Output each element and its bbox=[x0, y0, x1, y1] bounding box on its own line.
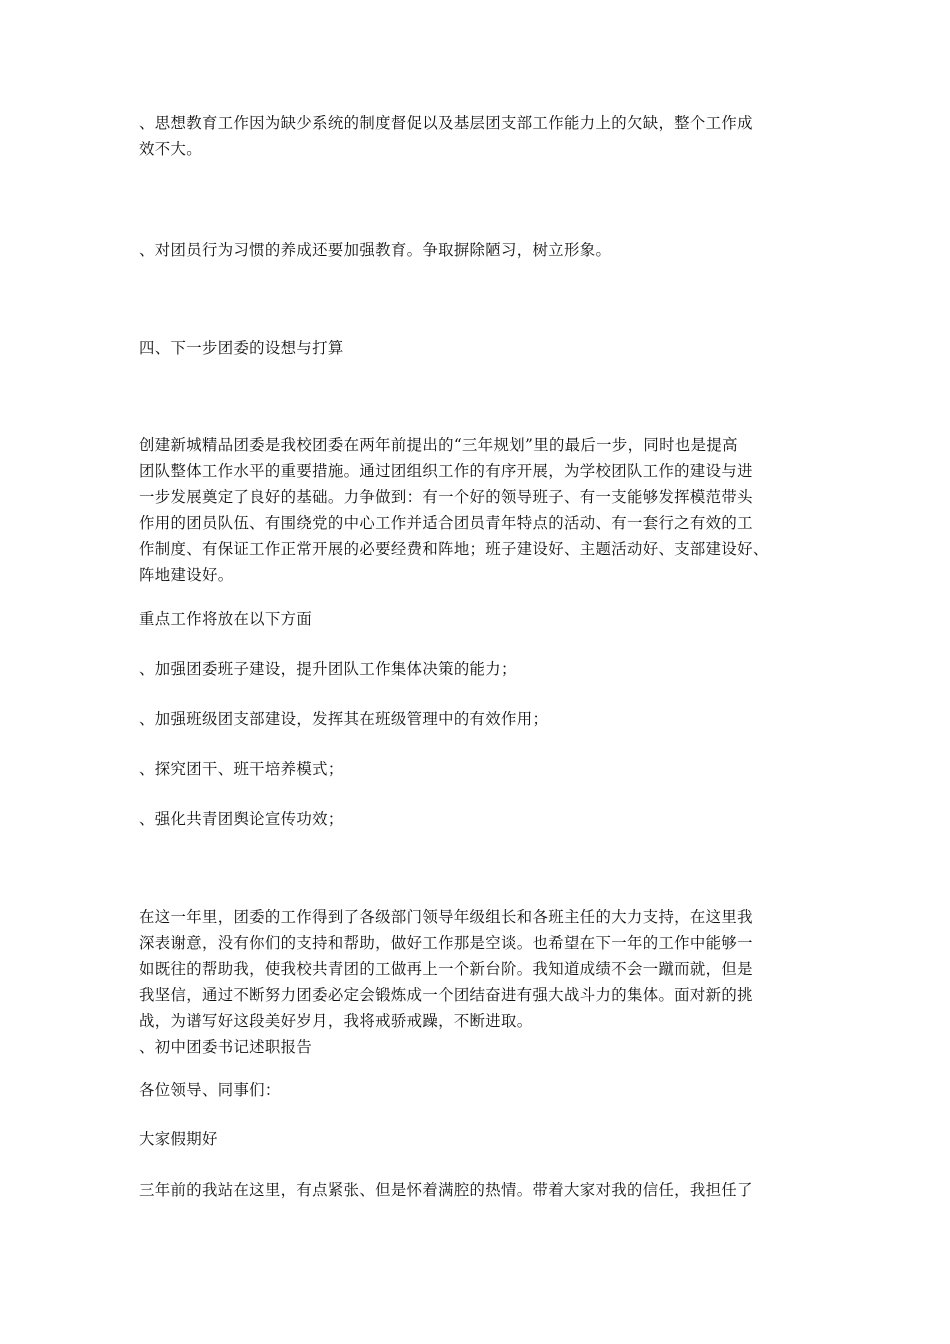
paragraph-line: 如既往的帮助我，使我校共青团的工做再上一个新台阶。我知道成绩不会一蹴而就，但是 bbox=[139, 960, 753, 978]
paragraph-new-city bbox=[139, 432, 819, 588]
paragraph-line: 在这一年里，团委的工作得到了各级部门领导年级组长和各班主任的大力支持，在这里我 bbox=[139, 908, 753, 926]
list-item-publicity bbox=[139, 806, 819, 832]
paragraph-thanks bbox=[139, 904, 819, 1060]
list-item-text: 、加强团委班子建设，提升团队工作集体决策的能力； bbox=[139, 660, 517, 678]
list-item-committee bbox=[139, 656, 819, 682]
paragraph-line: 我坚信，通过不断努力团委必定会锻炼成一个团结奋进有强大战斗力的集体。面对新的挑 bbox=[139, 986, 753, 1004]
paragraph-focus bbox=[139, 606, 819, 632]
paragraph-line: 作制度、有保证工作正常开展的必要经费和阵地；班子建设好、主题活动好、支部建设好、 bbox=[139, 540, 769, 558]
paragraph-line: 大家假期好 bbox=[139, 1130, 218, 1148]
section-heading-next-steps bbox=[139, 335, 819, 361]
paragraph-line: 战，为谱写好这段美好岁月，我将戒骄戒躁，不断进取。 bbox=[139, 1012, 533, 1030]
list-item-text: 、强化共青团舆论宣传功效； bbox=[139, 810, 344, 828]
paragraph-line: 三年前的我站在这里，有点紧张、但是怀着满腔的热情。带着大家对我的信任，我担任了 bbox=[139, 1181, 753, 1199]
list-item-text: 、加强班级团支部建设，发挥其在班级管理中的有效作用； bbox=[139, 710, 549, 728]
paragraph-line: 深表谢意，没有你们的支持和帮助，做好工作那是空谈。也希望在下一年的工作中能够一 bbox=[139, 934, 753, 952]
paragraph-holiday bbox=[139, 1126, 819, 1152]
paragraph-line: 创建新城精品团委是我校团委在两年前提出的“三年规划”里的最后一步，同时也是提高 bbox=[139, 436, 738, 454]
paragraph-line: 重点工作将放在以下方面 bbox=[139, 610, 313, 628]
paragraph-thought-education bbox=[139, 110, 819, 162]
paragraph-line: 效不大。 bbox=[139, 140, 202, 158]
paragraph-line: 、思想教育工作因为缺少系统的制度督促以及基层团支部工作能力上的欠缺，整个工作成 bbox=[139, 114, 753, 132]
paragraph-habits bbox=[139, 237, 819, 263]
paragraph-line: 、初中团委书记述职报告 bbox=[139, 1038, 313, 1056]
paragraph-three-years bbox=[139, 1177, 819, 1203]
paragraph-line: 作用的团员队伍、有围绕党的中心工作并适合团员青年特点的活动、有一套行之有效的工 bbox=[139, 514, 753, 532]
list-item-class-branch bbox=[139, 706, 819, 732]
paragraph-line: 各位领导、同事们： bbox=[139, 1081, 281, 1099]
paragraph-line: 一步发展奠定了良好的基础。力争做到：有一个好的领导班子、有一支能够发挥模范带头 bbox=[139, 488, 753, 506]
list-item-text: 、探究团干、班干培养模式； bbox=[139, 760, 344, 778]
paragraph-line: 、对团员行为习惯的养成还要加强教育。争取摒除陋习，树立形象。 bbox=[139, 241, 612, 259]
paragraph-line: 团队整体工作水平的重要措施。通过团组织工作的有序开展，为学校团队工作的建设与进 bbox=[139, 462, 753, 480]
paragraph-greeting bbox=[139, 1077, 819, 1103]
paragraph-line: 阵地建设好。 bbox=[139, 566, 234, 584]
heading-text: 四、下一步团委的设想与打算 bbox=[139, 339, 344, 357]
list-item-cadre-training bbox=[139, 756, 819, 782]
